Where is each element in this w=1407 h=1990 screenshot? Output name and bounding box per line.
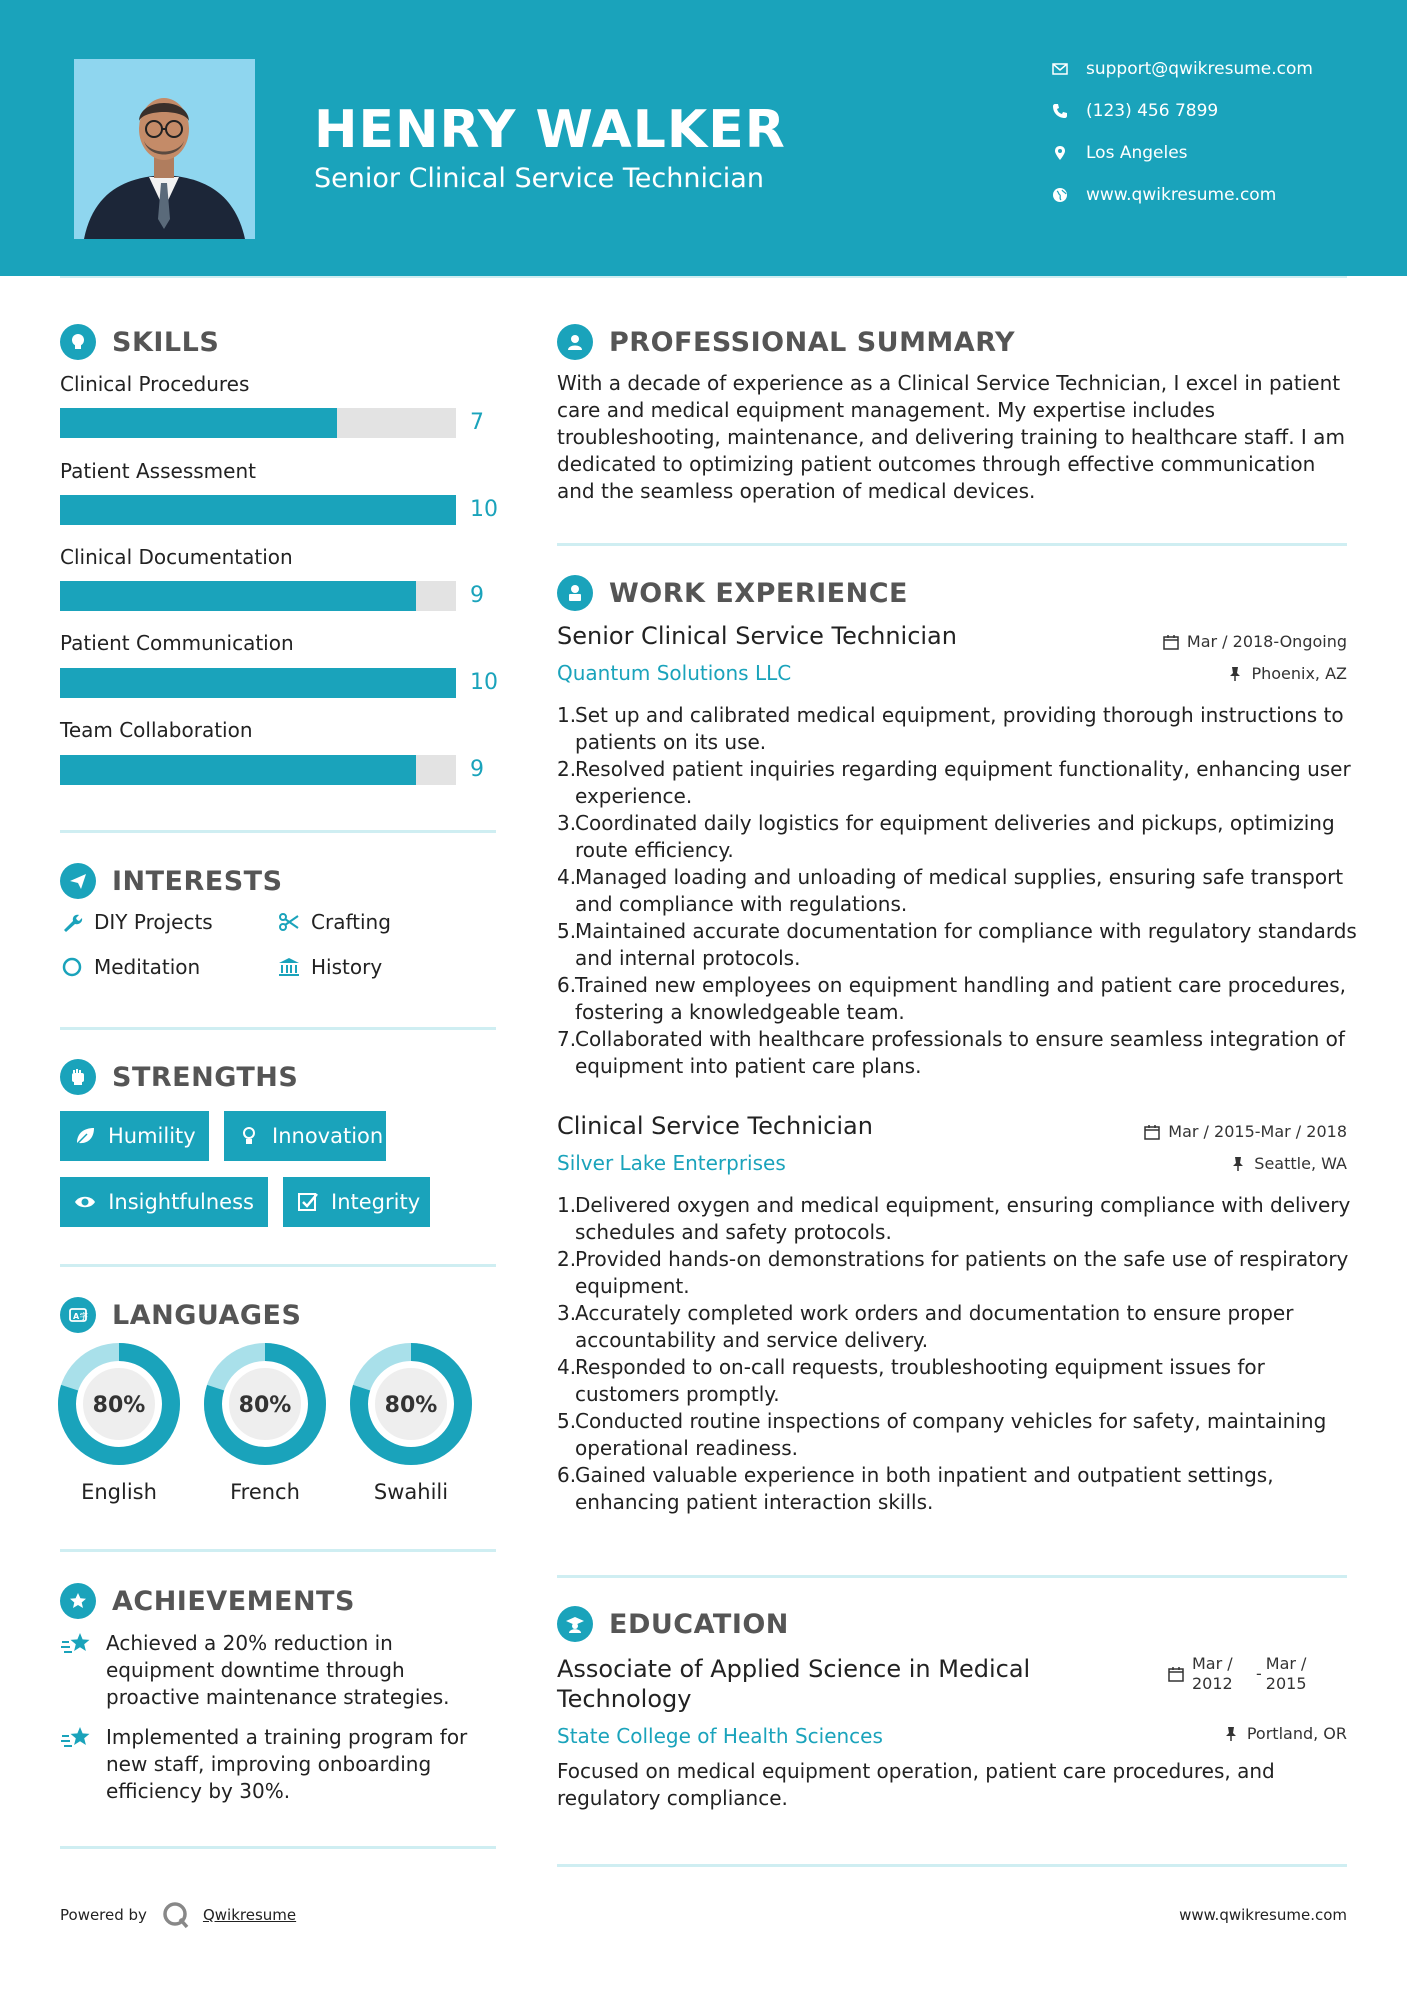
section-divider (60, 1549, 496, 1552)
duty-item: 4. Responded to on-call requests, troubleshooting equipment issues for customers promptly. (557, 1355, 1265, 1406)
job-location-text: Phoenix, AZ (1251, 664, 1347, 683)
job-duties (557, 1192, 1357, 1516)
envelope-icon (1050, 59, 1070, 79)
education-school: State College of Health Sciences (557, 1724, 883, 1748)
job-dates-text: Mar / 2015-Mar / 2018 (1168, 1122, 1347, 1141)
skill-value: 9 (470, 583, 484, 608)
contact-email-text: support@qwikresume.com (1086, 59, 1313, 79)
interest-item (60, 910, 213, 934)
job-dates (1144, 1122, 1347, 1141)
interest-label: History (311, 955, 383, 979)
skill-label: Team Collaboration (60, 718, 253, 742)
job-title: Clinical Service Technician (557, 1112, 873, 1140)
language-percent: 80% (384, 1393, 438, 1418)
strength-tag (283, 1177, 430, 1227)
qwikresume-link[interactable]: Qwikresume (202, 1906, 297, 1924)
location-pin-icon (1050, 143, 1070, 163)
duty-item: 3. Accurately completed work orders and documentation to ensure proper accountability and service delivery. (557, 1301, 1294, 1352)
strength-label: Insightfulness (108, 1190, 254, 1214)
contact-phone-text: (123) 456 7899 (1086, 101, 1219, 121)
profile-photo (74, 59, 255, 239)
skill-value: 10 (470, 670, 498, 695)
skill-label: Clinical Procedures (60, 372, 250, 396)
scissors-icon (277, 910, 301, 934)
interest-label: Crafting (311, 910, 391, 934)
fist-icon (60, 1059, 96, 1095)
eye-icon (74, 1190, 96, 1214)
contact-phone[interactable] (1050, 96, 1380, 126)
language-item (203, 1342, 327, 1504)
calendar-icon (1144, 1124, 1160, 1140)
user-icon (557, 324, 593, 360)
skills-title: SKILLS (112, 326, 220, 358)
duty-item: 3. Coordinated daily logistics for equipment deliveries and pickups, optimizing route efficiency. (557, 811, 1335, 862)
education-description: Focused on medical equipment operation, patient care procedures, and regulatory compliance. (557, 1759, 1275, 1810)
interest-label: DIY Projects (94, 910, 213, 934)
achievement-item (60, 1630, 500, 1711)
education-location (1223, 1724, 1347, 1743)
skill-bar (60, 755, 456, 785)
skill-value: 9 (470, 757, 484, 782)
skill-bar (60, 408, 456, 438)
education-heading (557, 1606, 789, 1642)
interests-title: INTERESTS (112, 865, 283, 897)
skill-bar-fill (60, 495, 456, 525)
achievement-text: Implemented a training program for new staff, improving onboarding efficiency by 30%. (106, 1725, 468, 1803)
contact-website-text: www.qwikresume.com (1086, 185, 1277, 205)
strength-label: Integrity (331, 1190, 421, 1214)
strengths-title: STRENGTHS (112, 1061, 299, 1093)
languages-title: LANGUAGES (112, 1299, 302, 1331)
interest-item (277, 910, 391, 934)
job-location-text: Seattle, WA (1254, 1154, 1347, 1173)
languages-heading (60, 1297, 301, 1333)
interest-item (60, 955, 200, 979)
language-ring (57, 1342, 181, 1466)
pushpin-icon (1230, 1156, 1246, 1172)
contact-location (1050, 138, 1380, 168)
strengths-heading (60, 1059, 298, 1095)
skill-label: Patient Communication (60, 631, 294, 655)
strength-tag (60, 1111, 209, 1161)
briefcase-user-icon (557, 575, 593, 611)
powered-by-text: Powered by (60, 1906, 147, 1924)
date-separator: - (1256, 1664, 1262, 1683)
pushpin-icon (1227, 666, 1243, 682)
duty-item: 1. Set up and calibrated medical equipment, providing thorough instructions to patients on its use. (557, 703, 1344, 754)
interest-item (277, 955, 382, 979)
section-divider (557, 1575, 1347, 1578)
paper-plane-icon (60, 863, 96, 899)
strength-tag (60, 1177, 268, 1227)
skill-label: Patient Assessment (60, 459, 256, 483)
job-dates-text: Mar / 2018-Ongoing (1186, 632, 1347, 651)
wrench-icon (60, 910, 84, 934)
summary-text: With a decade of experience as a Clinical Service Technician, I excel in patient care and medical equipment management. My expertise includes troubleshooting, maintenance, and delivering training to healthcare staff. I am dedicated to optimizing patient outcomes through effective communication and the seamless operation of medical devices. (557, 371, 1345, 503)
section-divider (557, 543, 1347, 546)
header (0, 0, 1407, 276)
language-label: English (81, 1480, 157, 1504)
language-percent: 80% (238, 1393, 292, 1418)
job-location (1227, 664, 1347, 683)
language-item (349, 1342, 473, 1504)
calendar-icon (1168, 1666, 1184, 1682)
duty-item: 5. Maintained accurate documentation for compliance with regulatory standards and internal protocols. (557, 919, 1357, 970)
section-divider (60, 1846, 496, 1849)
experience-heading (557, 575, 908, 611)
skill-bar-fill (60, 408, 337, 438)
candidate-name: HENRY WALKER (314, 100, 786, 160)
header-divider (60, 276, 1347, 278)
section-divider (60, 830, 496, 833)
duty-item: 4. Managed loading and unloading of medical supplies, ensuring safe transport and compliance with regulations. (557, 865, 1344, 916)
job-company: Silver Lake Enterprises (557, 1151, 786, 1175)
language-ring (203, 1342, 327, 1466)
strength-tag (224, 1111, 386, 1161)
footer-url[interactable]: www.qwikresume.com (1179, 1906, 1347, 1924)
skill-bar-fill (60, 755, 416, 785)
skill-bar (60, 581, 456, 611)
skill-bar (60, 668, 456, 698)
duty-item: 2. Resolved patient inquiries regarding equipment functionality, enhancing user experience. (557, 757, 1351, 808)
education-title: EDUCATION (609, 1608, 789, 1640)
duty-item: 2. Provided hands-on demonstrations for patients on the safe use of respiratory equipment. (557, 1247, 1349, 1298)
skill-bar-fill (60, 668, 456, 698)
star-badge-icon (60, 1583, 96, 1619)
section-divider (60, 1027, 496, 1030)
education-degree: Associate of Applied Science in Medical Technology (557, 1655, 1031, 1713)
education-location-text: Portland, OR (1246, 1724, 1347, 1743)
contact-email[interactable] (1050, 54, 1380, 84)
pushpin-icon (1223, 1726, 1239, 1742)
experience-title: WORK EXPERIENCE (609, 577, 908, 609)
lightbulb-icon (238, 1124, 260, 1148)
candidate-role: Senior Clinical Service Technician (314, 163, 764, 194)
graduate-icon (557, 1606, 593, 1642)
duty-item: 1. Delivered oxygen and medical equipment, ensuring compliance with delivery schedules and safety protocols. (557, 1193, 1351, 1244)
section-divider (557, 1864, 1347, 1867)
svg-text:A字: A字 (73, 1312, 88, 1321)
section-divider (60, 1264, 496, 1267)
skill-bar-fill (60, 581, 416, 611)
achievements-heading (60, 1583, 355, 1619)
duty-item: 6. Gained valuable experience in both inpatient and outpatient settings, enhancing patient interaction skills. (557, 1463, 1274, 1514)
checkbox-icon (297, 1190, 319, 1214)
strength-label: Innovation (272, 1124, 384, 1148)
phone-icon (1050, 101, 1070, 121)
contact-location-text: Los Angeles (1086, 143, 1188, 163)
calendar-icon (1163, 634, 1179, 650)
skill-value: 7 (470, 410, 484, 435)
language-ring (349, 1342, 473, 1466)
duty-item: 6. Trained new employees on equipment handling and patient care procedures, fostering a knowledgeable team. (557, 973, 1347, 1024)
education-date-start: Mar / 2012 (1192, 1654, 1233, 1693)
contact-website[interactable] (1050, 180, 1380, 210)
footer-powered-by (60, 1900, 296, 1930)
job-duties (557, 702, 1357, 1080)
job-dates (1163, 632, 1347, 651)
achievement-item (60, 1724, 500, 1805)
job-title: Senior Clinical Service Technician (557, 622, 957, 650)
language-label: Swahili (373, 1480, 449, 1504)
skill-bar (60, 495, 456, 525)
skill-value: 10 (470, 497, 498, 522)
summary-title: PROFESSIONAL SUMMARY (609, 326, 1016, 358)
language-item (57, 1342, 181, 1504)
shooting-star-icon (60, 1724, 94, 1754)
circle-icon (60, 955, 84, 979)
skill-label: Clinical Documentation (60, 545, 293, 569)
globe-icon (1050, 185, 1070, 205)
duty-item: 5. Conducted routine inspections of company vehicles for safety, maintaining operational readiness. (557, 1409, 1327, 1460)
qwikresume-logo-icon (161, 1900, 191, 1930)
job-company: Quantum Solutions LLC (557, 661, 792, 685)
lightbulb-icon (60, 324, 96, 360)
language-icon (60, 1297, 96, 1333)
achievements-title: ACHIEVEMENTS (112, 1585, 355, 1617)
job-location (1230, 1154, 1347, 1173)
interests-heading (60, 863, 283, 899)
language-label: French (230, 1480, 300, 1504)
skills-heading (60, 324, 219, 360)
summary-heading (557, 324, 1015, 360)
leaf-icon (74, 1124, 96, 1148)
education-dates (1168, 1654, 1322, 1694)
shooting-star-icon (60, 1630, 94, 1660)
language-percent: 80% (92, 1393, 146, 1418)
interest-label: Meditation (94, 955, 201, 979)
duty-item: 7. Collaborated with healthcare professionals to ensure seamless integration of equipment into patient care plans. (557, 1027, 1345, 1078)
education-date-end: Mar / 2015 (1265, 1654, 1307, 1693)
strength-label: Humility (108, 1124, 196, 1148)
achievement-text: Achieved a 20% reduction in equipment downtime through proactive maintenance strategies. (106, 1631, 450, 1709)
museum-icon (277, 955, 301, 979)
